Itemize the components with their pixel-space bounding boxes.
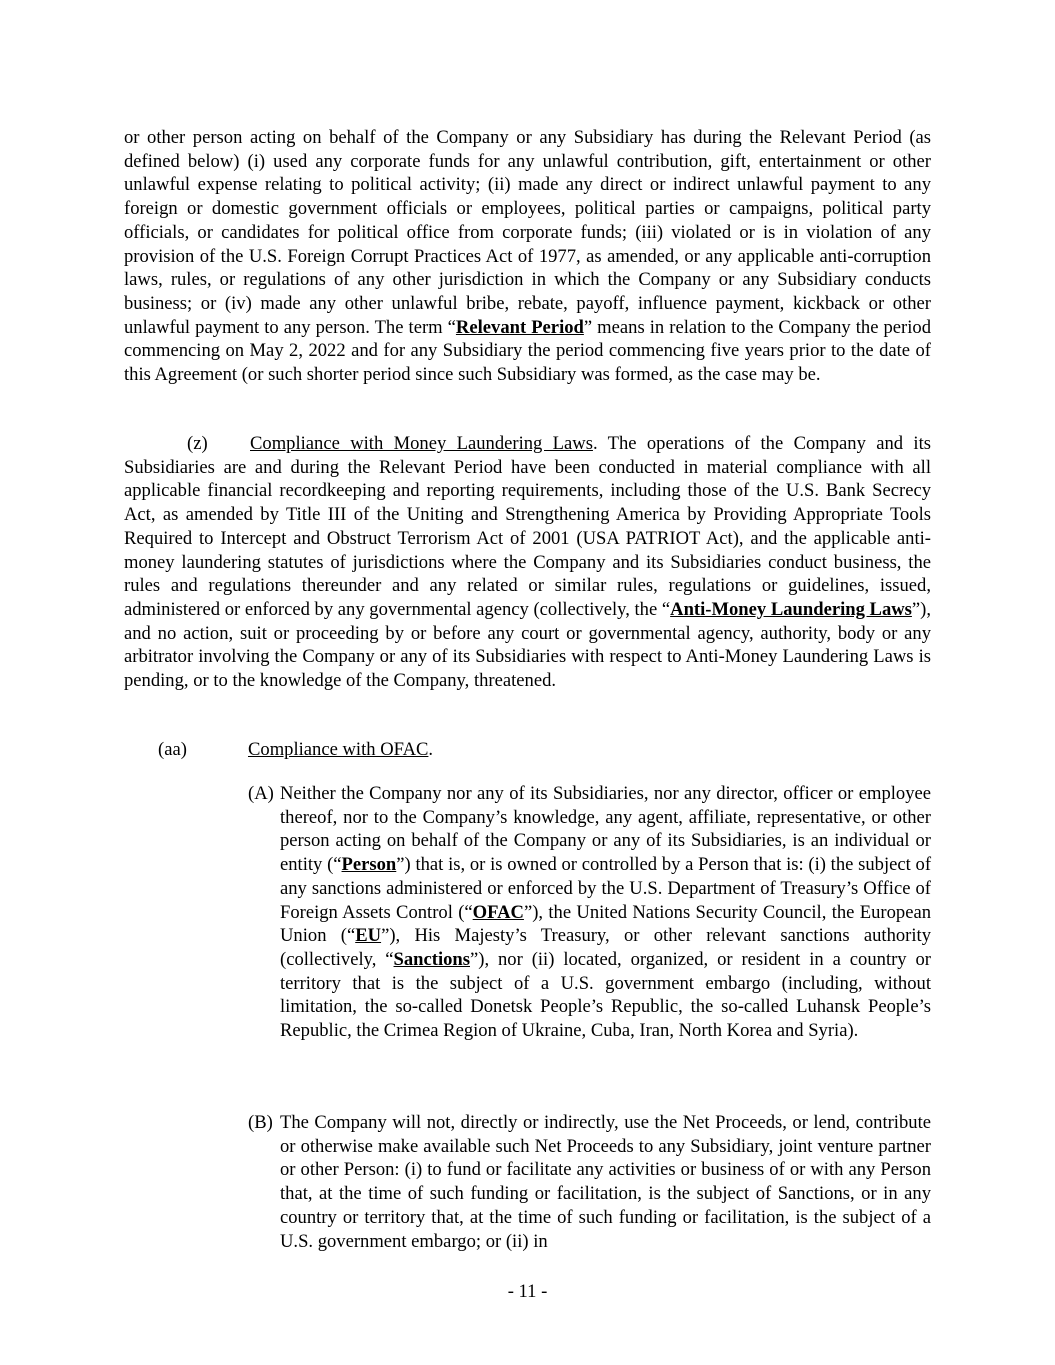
defined-term-ofac: OFAC [472,901,524,923]
paragraph-text: ”), nor (ii) located, organized, or resident in a country or territory that is the subject of a U.S. government embargo (including, without limitation, the so-called Donetsk People’s Republic, the so-called Luhansk People’s Republic, the Crimea Region of Ukraine, Cuba, Iran, North Korea and Syria). [280,948,931,1042]
paragraph-text: . The operations of the Company and its Subsidiaries are and during the Relevant Period have been conducted in material compliance with all applicable financial recordkeeping and reporting requirements, including those of the U.S. Bank Secrecy Act, as amended by Title III of the Uniting and Strengthening America by Providing Appropriate Tools Required to Intercept and Obstruct Terrorism Act of 2001 (USA PATRIOT Act), and the applicable anti-money laundering statutes of jurisdictions where the Company and its Subsidiaries conduct business, the rules and regulations thereunder and any related or similar rules, regulations or guidelines, issued, administered or enforced by any governmental agency (collectively, the “ [124,433,931,620]
paragraph-text: ”), and no action, suit or proceeding by or before any court or governmental agency, authority, body or any arbitrator involving the Company or any of its Subsidiaries with respect to Anti-Money Laundering Laws is pending, or to the knowledge of the Company, threatened. [124,598,932,692]
section-number: (z) [187,433,208,454]
defined-term-relevant-period: Relevant Period [455,316,584,338]
defined-term-eu: EU [355,925,382,947]
defined-term-sanctions: Sanctions [393,948,470,970]
paragraph-text: Neither the Company nor any of its Subsidiaries, nor any director, officer or employee thereof, nor to the Company’s knowledge, any agent, affiliate, representative, or other person acting on behalf of the Company or any of its Subsidiaries, is an individual or entity (“ [280,783,931,876]
subsection-a-text [280,782,931,1043]
defined-term-person: Person [341,854,397,876]
subsection-a-marker: (A) [248,783,274,804]
paragraph-text: or other person acting on behalf of the Company or any Subsidiary has during the Relevant Period (as defined below) (i) used any corporate funds for any unlawful contribution, gift, entertainment or other unlawful expense relating to political activity; (ii) made any direct or indirect unlawful payment to any foreign or domestic government officials or employees, political parties or campaigns, political party officials, or candidates for political office from corporate funds; (iii) violated or is in violation of any provision of the U.S. Foreign Corrupt Practices Act of 1977, as amended, or any applicable anti-corruption laws, rules, or regulations of any other jurisdiction in which the Company or any Subsidiary conducts business; or (iv) made any other unlawful bribe, rebate, payoff, influence payment, kickback or other unlawful payment to any person. The term “ [124,127,931,338]
section-heading: Compliance with Money Laundering Laws [250,433,593,454]
subsection-b-marker: (B) [248,1112,273,1133]
page-number: - 11 - [507,1281,548,1302]
heading-punctuation: . [428,739,434,760]
subsection-b-text: The Company will not, directly or indirectly, use the Net Proceeds, or lend, contribute or otherwise make available such Net Proceeds to any Subsidiary, joint venture partner or other Person: (i) to fund or facilitate any activities or business of or with any Person that, at the time of such funding or facilitation, is the subject of Sanctions, or in any country or territory that, at the time of such funding or facilitation, is the subject of a U.S. government embargo; or (ii) in [280,1112,931,1252]
defined-term-anti-money-laundering-laws: Anti-Money Laundering Laws [670,598,912,620]
paragraph-text: ”), His Majesty’s Treasury, or other relevant sanctions authority (collectively, “ [280,925,932,970]
section-aa-heading [158,738,931,762]
paragraph-text: ”), the United Nations Security Council, the European Union (“ [280,901,931,947]
paragraph-text: ”) that is, or is owned or controlled by a Person that is: (i) the subject of any sanctions administered or enforced by the U.S. Department of Treasury’s Office of Foreign Assets Control (“ [280,854,932,923]
paragraph-fcpa-continuation [124,126,931,387]
section-z-money-laundering [124,432,931,693]
section-number: (aa) [158,739,187,760]
paragraph-text: ” means in relation to the Company the period commencing on May 2, 2022 and for any Subsidiary the period commencing five years prior to the date of this Agreement (or such shorter period since such Subsidiary was formed, as the case may be. [124,316,931,386]
section-heading: Compliance with OFAC [248,739,429,760]
